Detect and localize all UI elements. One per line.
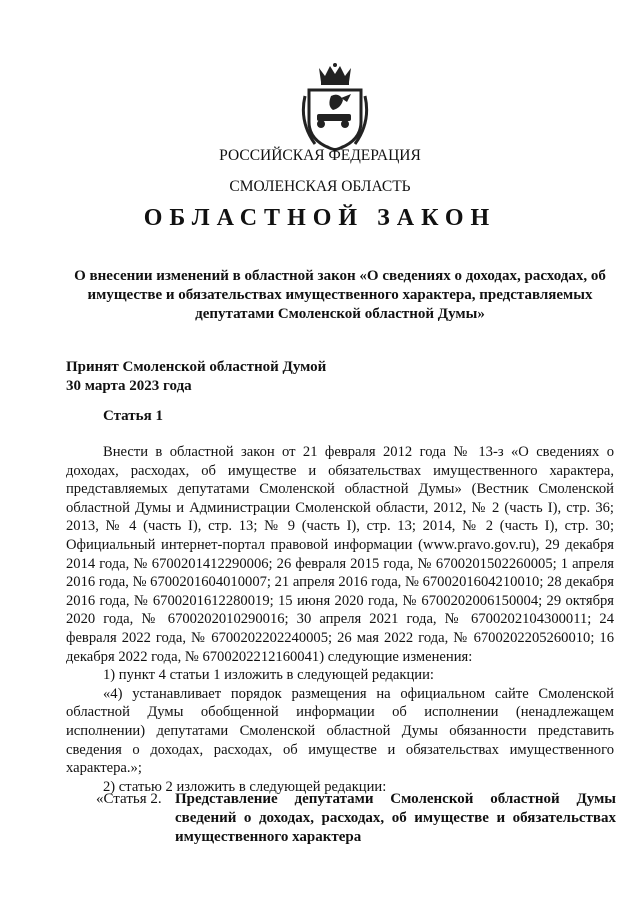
country-heading: РОССИЙСКАЯ ФЕДЕРАЦИЯ bbox=[219, 147, 421, 164]
document-type-heading: ОБЛАСТНОЙ ЗАКОН bbox=[143, 205, 497, 231]
article-2-title: Представление депутатами Смоленской областной Думы сведений о доходах, расходах, об имуществе и обязательствах имущественного характера bbox=[175, 791, 616, 845]
article-1-item-2: 2) статью 2 изложить в следующей редакции: bbox=[103, 778, 387, 795]
article-1-item-1: 1) пункт 4 статьи 1 изложить в следующей редакции: bbox=[103, 667, 434, 684]
article-1-intro: Внести в областной закон от 21 февраля 2012 года № 13-з «О сведениях о доходах, расходах, об имуществе и обязательствах имущественного характера, представляемых депутатами Смоленской областной Думы» (Вестник Смоленской областной Думы и Администрации Смоленской области, 2012, № 2 (часть I), стр. 36; 2013, № 4 (часть I), стр. 13; № 9 (часть I), стр. 13; 2014, № 2 (часть I), стр. 30; Официальный интернет-портал правовой информации (www.pravo.gov.ru), 29 декабря 2014 года, № 6700201412290006; 26 февраля 2015 года, № 6700201502260005; 1 апреля 2016 года, № 6700201604010007; 21 апреля 2016 года, № 6700201604210010; 28 декабря 2016 года, № 6700201612280019; 15 июня 2020 года, № 6700202006150004; 29 октября 2020 года, № 6700202010290016; 30 апреля 2021 года, № 6700202104300011; 24 февраля 2022 года, № 6700202202240005; 26 мая 2022 года, № 6700202205260010; 16 декабря 2022 года, № 6700202212160041) следующие изменения: bbox=[66, 444, 614, 665]
article-2-number: «Статья 2. bbox=[96, 791, 162, 807]
coat-of-arms-icon bbox=[297, 62, 373, 154]
adoption-date: 30 марта 2023 года bbox=[66, 378, 192, 394]
article-1-item-1-text: «4) устанавливает порядок размещения на официальном сайте Смоленской областной Думы обобщенной информации об исполнении (ненадлежащем исполнении) депутатами Смоленской областной Думы обязанности представить сведения о доходах, расходах, об имуществе и обязательствах имущественного характера.»; bbox=[66, 685, 614, 777]
adoption-line: Принят Смоленской областной Думой bbox=[66, 359, 327, 375]
region-heading: СМОЛЕНСКАЯ ОБЛАСТЬ bbox=[229, 178, 411, 195]
adoption-block bbox=[66, 358, 326, 396]
law-subject: О внесении изменений в областной закон «О сведениях о доходах, расходах, об имуществе и обязательствах имущественного характера, представляемых депутатами Смоленской областной Думы» bbox=[74, 268, 606, 322]
article-1-body bbox=[66, 443, 614, 796]
article-1-heading: Статья 1 bbox=[103, 408, 163, 424]
